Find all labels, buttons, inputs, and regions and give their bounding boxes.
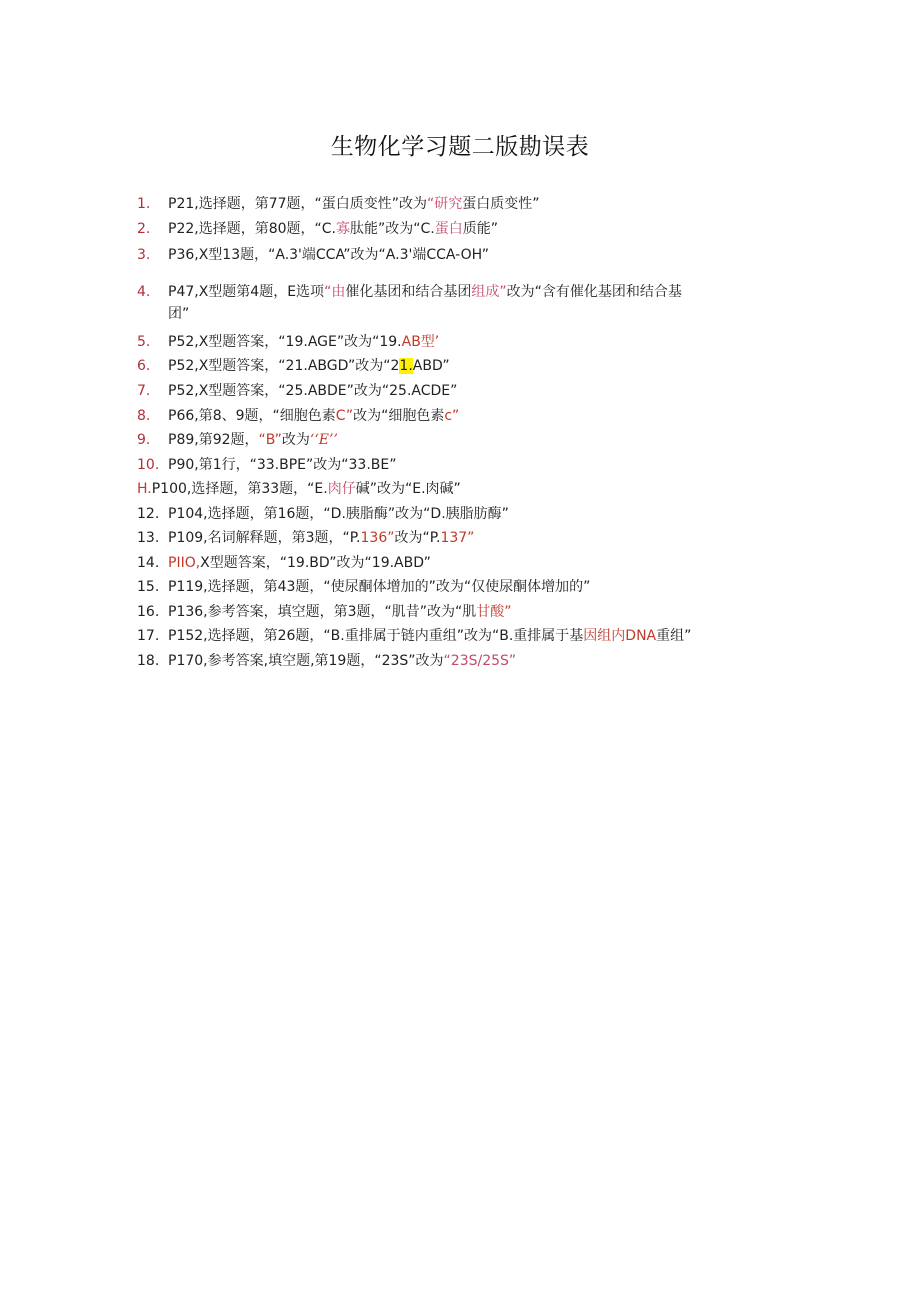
item-text: 碱”改为“E.肉碱”	[355, 481, 461, 497]
item-text: P22,选择题，第80题，“C.	[168, 221, 336, 237]
item-number: 18.	[137, 653, 160, 669]
item-text: P109,名词解释题，第3题，“P.	[168, 530, 361, 546]
item-text: P104,选择题，第16题，“D.胰脂酶”改为“D.胰脂肪酶”	[168, 506, 509, 522]
item-number: 7.	[137, 383, 151, 399]
item-number: 4.	[137, 284, 151, 300]
list-item	[137, 281, 762, 325]
list-item	[137, 405, 459, 427]
list-item	[137, 601, 512, 623]
item-text: P47,X型题第4题，E选项	[168, 284, 325, 300]
item-text: P52,X型题答案，“25.ABDE”改为“25.ACDE”	[168, 383, 458, 399]
list-item	[137, 193, 540, 215]
item-text-correction: AB型’	[401, 334, 440, 350]
item-text: P90,第1行，“33.BPE”改为“33.BE”	[168, 457, 397, 473]
list-item	[137, 380, 457, 402]
item-text-correction: “由	[324, 284, 346, 300]
list-item	[137, 429, 338, 451]
item-number: 6.	[137, 358, 151, 374]
item-text-correction: c”	[444, 408, 460, 424]
item-number: 15.	[137, 579, 160, 595]
list-item	[137, 503, 509, 525]
item-text-correction: 甘酸”	[476, 604, 512, 620]
item-text: P136,参考答案，填空题，第3题，“肌昔”改为“肌	[168, 604, 477, 620]
item-text: P52,X型题答案，“19.AGE”改为“19.	[168, 334, 402, 350]
item-text: P21,选择题，第77题，“蛋白质变性”改为	[168, 196, 428, 212]
item-number: 5.	[137, 334, 151, 350]
item-text: P36,X型13题，“A.3'端CCA”改为“A.3'端CCA-OH”	[168, 247, 489, 263]
item-text-continued: 团”	[168, 306, 190, 322]
item-text: 催化基团和结合基团	[345, 284, 472, 300]
item-text: P100,选择题，第33题，“E.	[151, 481, 328, 497]
item-number: 3.	[137, 247, 151, 263]
item-number: 12.	[137, 506, 160, 522]
item-text-correction: 因组内DNA	[583, 628, 657, 644]
item-number: 17.	[137, 628, 160, 644]
item-text: 重组”	[656, 628, 692, 644]
item-text-correction: “B”	[258, 432, 282, 448]
item-text-correction: C”	[335, 408, 354, 424]
item-text-correction: ‘‘E’’	[309, 432, 338, 448]
list-item	[137, 576, 590, 598]
list-item	[137, 527, 474, 549]
list-item	[137, 218, 498, 240]
item-number: H.	[137, 481, 152, 497]
item-number: 9.	[137, 432, 151, 448]
list-item	[137, 650, 516, 672]
item-number: 16.	[137, 604, 160, 620]
list-item	[137, 478, 461, 500]
item-number: 14.	[137, 555, 160, 571]
item-text-correction: “研究	[427, 196, 463, 212]
item-number: 8.	[137, 408, 151, 424]
item-text-correction: 137”	[440, 530, 475, 546]
item-text: P119,选择题，第43题，“使尿酮体增加的”改为“仅使尿酮体增加的”	[168, 579, 591, 595]
item-text-correction: 组成”	[471, 284, 507, 300]
item-text: 改为“P.	[394, 530, 441, 546]
page-title: 生物化学习题二版勘误表	[330, 134, 590, 160]
item-text: 改为“含有催化基团和结合基	[506, 284, 682, 300]
item-number: 1.	[137, 196, 151, 212]
list-item	[137, 625, 691, 647]
item-text: 改为	[281, 432, 310, 448]
highlighted-text: 1.	[399, 358, 413, 374]
list-item	[137, 552, 431, 574]
item-text-correction: PIIO,	[168, 555, 201, 571]
list-item	[137, 331, 439, 353]
list-item	[137, 355, 450, 377]
item-text: 质能”	[462, 221, 498, 237]
item-text: X型题答案，“19.BD”改为“19.ABD”	[200, 555, 431, 571]
item-text: P52,X型题答案，“21.ABGD”改为“2	[168, 358, 400, 374]
item-number: 10.	[137, 457, 160, 473]
item-text: P89,第92题，	[168, 432, 259, 448]
item-text: 蛋白质变性”	[462, 196, 540, 212]
item-text-correction: 蛋白	[434, 221, 463, 237]
item-text-correction: “23S/25S”	[443, 653, 517, 669]
item-text: 肽能”改为“C.	[350, 221, 435, 237]
list-item	[137, 244, 489, 266]
item-text-correction: 136”	[360, 530, 395, 546]
item-text: 改为“细胞色素	[353, 408, 445, 424]
item-text-correction: 寡	[336, 221, 350, 237]
list-item	[137, 454, 397, 476]
item-text: P152,选择题，第26题，“B.重排属于链内重组”改为“B.重排属于基	[168, 628, 584, 644]
item-number: 2.	[137, 221, 151, 237]
item-text: P170,参考答案,填空题,第19题，“23S”改为	[168, 653, 444, 669]
item-number: 13.	[137, 530, 160, 546]
item-text: ABD”	[412, 358, 450, 374]
item-text-correction: 肉仔	[327, 481, 356, 497]
item-text: P66,第8、9题，“细胞色素	[168, 408, 336, 424]
